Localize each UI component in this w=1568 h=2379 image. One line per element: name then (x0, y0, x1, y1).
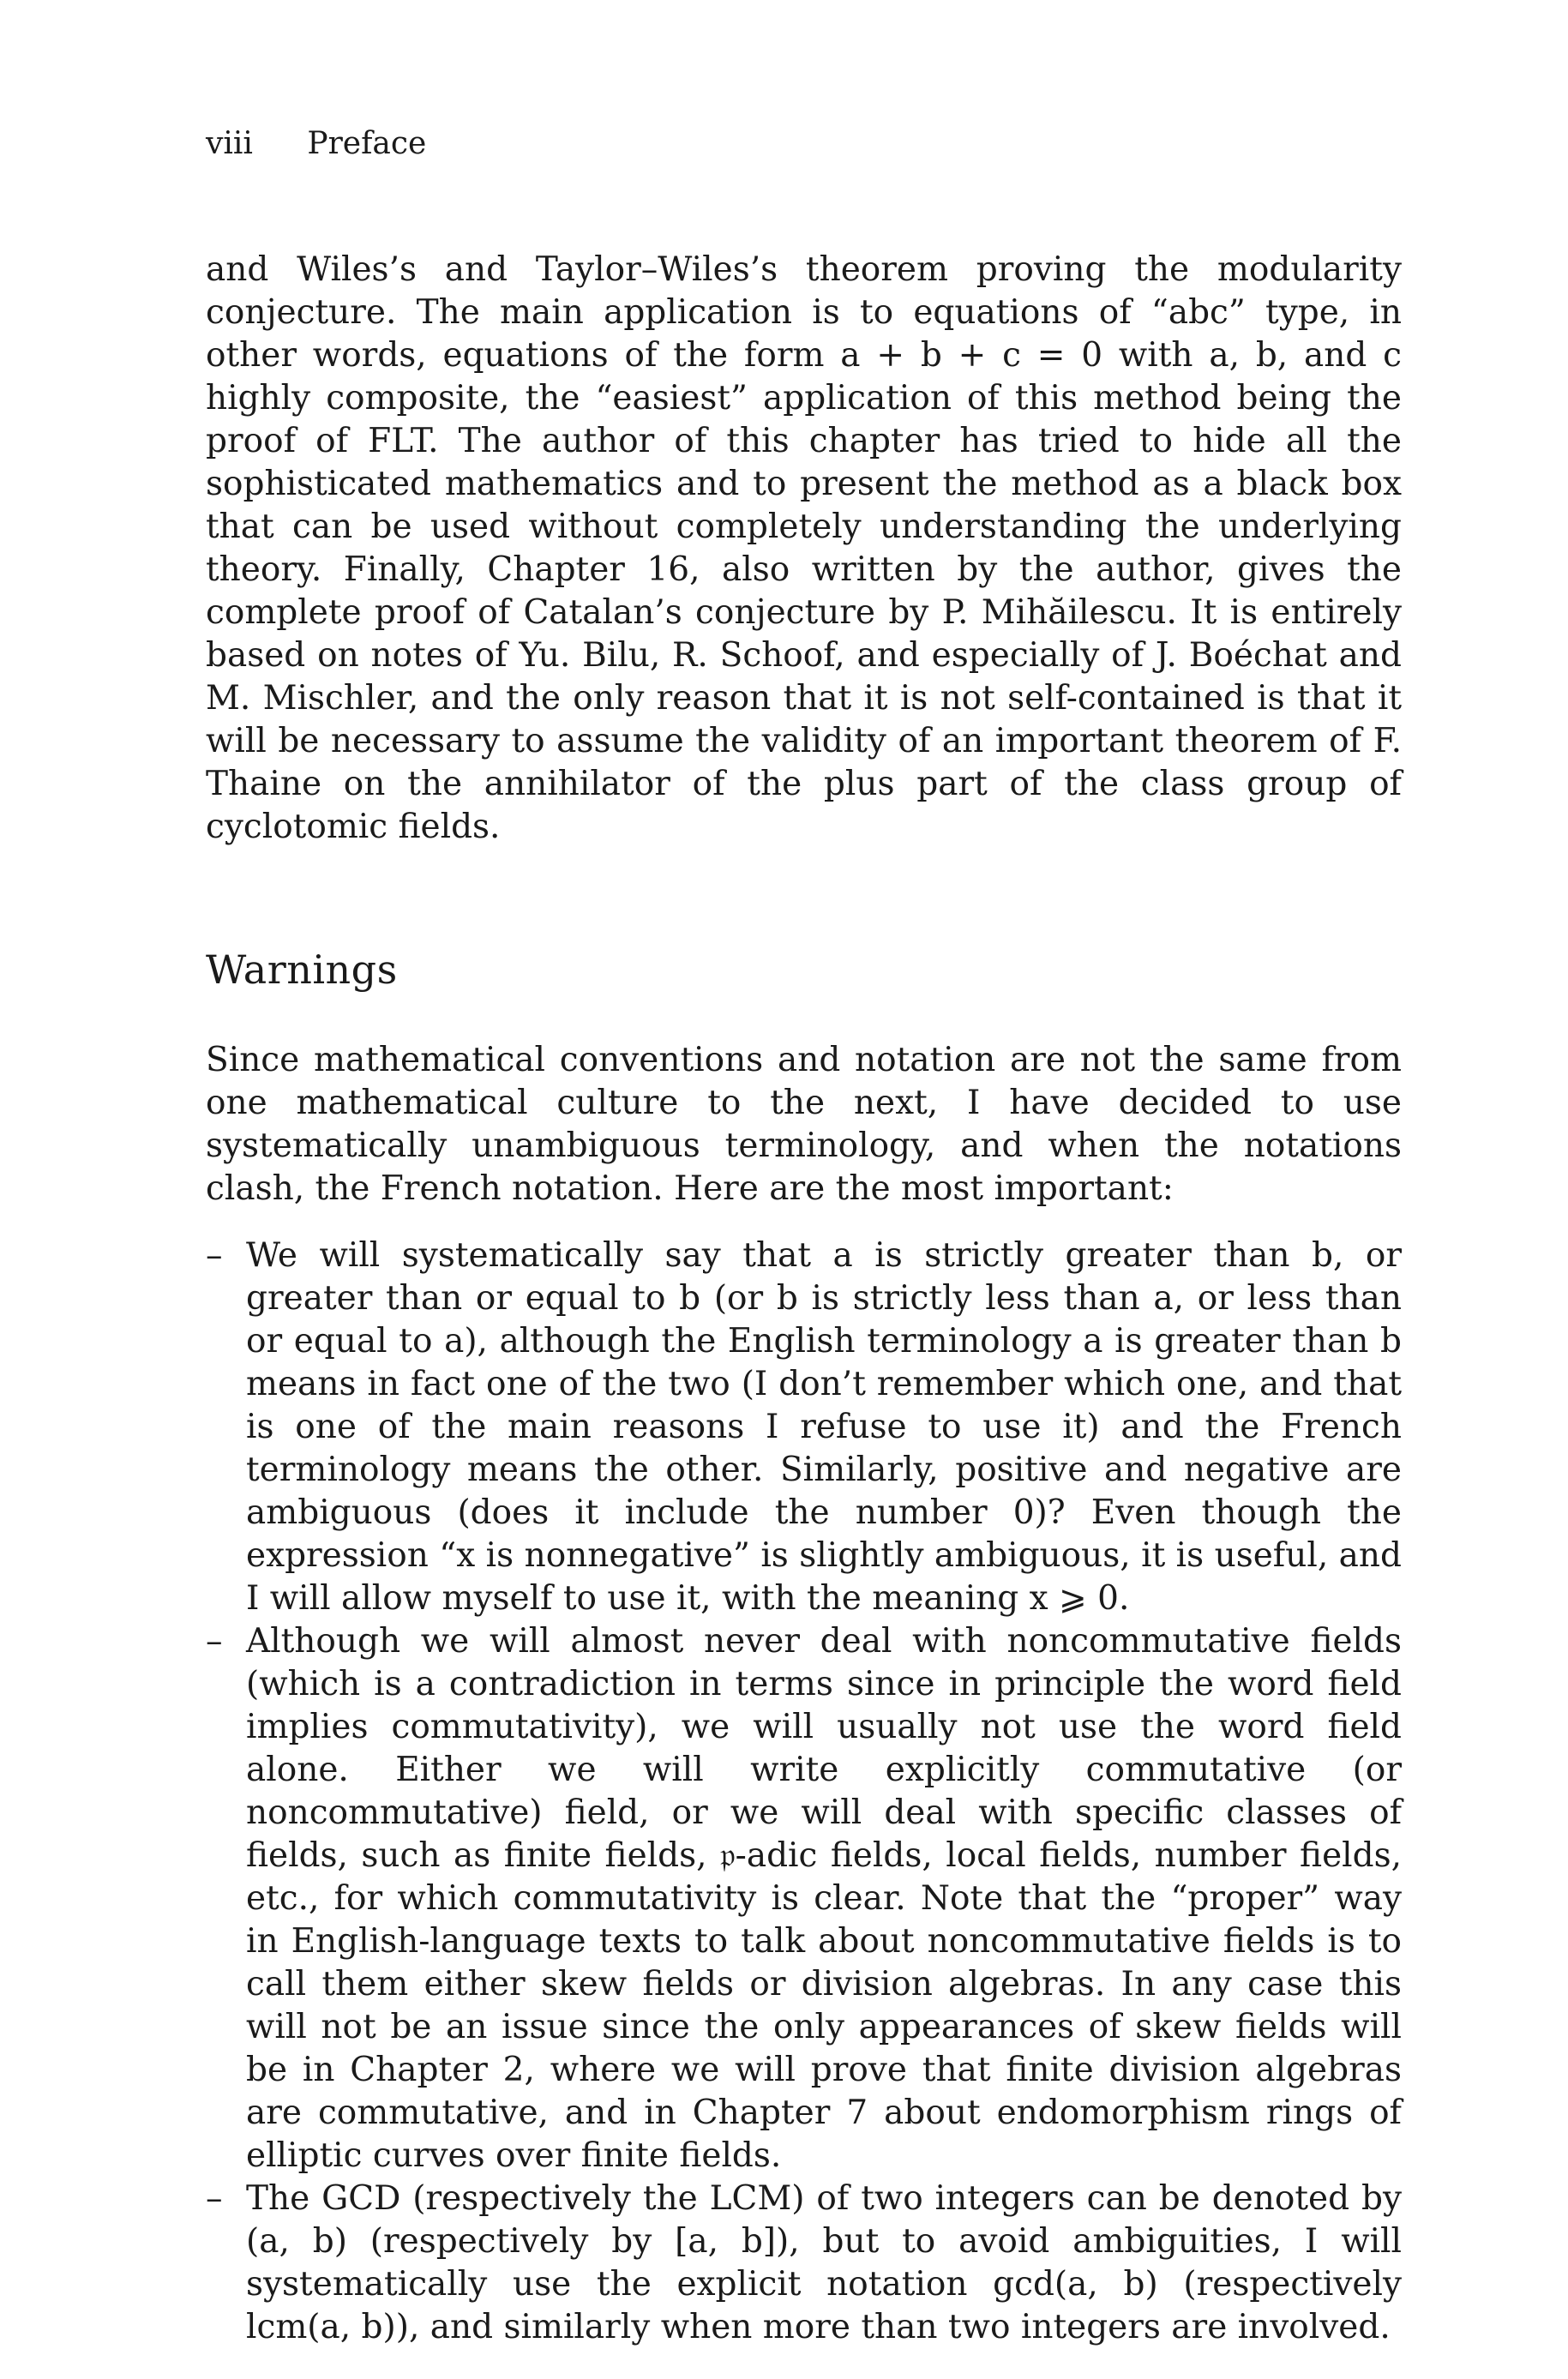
intro-paragraph: and Wiles’s and Taylor–Wiles’s theorem proving the modularity conjecture. The main application is to equations of “abc” type, in other words, equations of the form a + b + c = 0 with a, b, and c highly composite, the “easiest” application of this method being the proof of FLT. The author of this chapter has tried to hide all the sophisticated mathematics and to present the method as a black box that can be used without completely understanding the underlying theory. Finally, Chapter 16, also written by the author, gives the complete proof of Catalan’s conjecture by P. Mihăilescu. It is entirely based on notes of Yu. Bilu, R. Schoof, and especially of J. Boéchat and M. Mischler, and the only reason that it is not self-contained is that it will be necessary to assume the validity of an important theorem of F. Thaine on the annihilator of the plus part of the class group of cyclotomic fields. (206, 250, 1402, 846)
list-item-text: We will systematically say that a is strictly greater than b, or greater than or equal to b (or b is strictly less than a, or less than or equal to a), although the English terminology a is greater than b means in fact one of the two (I don’t remember which one, and that is one of the main reasons I refuse to use it) and the French terminology means the other. Similarly, positive and negative are ambiguous (does it include the number 0)? Even though the expression “x is nonnegative” is slightly ambiguous, it is useful, and I will allow myself to use it, with the meaning x ⩾ 0. (246, 1236, 1402, 1618)
list-item (206, 1620, 1402, 2178)
book-page (206, 126, 1402, 2349)
list-marker: – (206, 1622, 223, 1661)
warnings-heading: Warnings (206, 946, 398, 993)
warnings-list (206, 1235, 1402, 2349)
section-title: Preface (307, 126, 427, 161)
list-marker: – (206, 2179, 223, 2218)
list-marker: – (206, 1236, 223, 1275)
list-item-text: Although we will almost never deal with noncommutative fields (which is a contradiction in terms since in principle the word field implies commutativity), we will usually not use the word field alone. Either we will write explicitly commutative (or noncommutative) field, or we will deal with specific classes of fields, such as finite fields, 𝔭-adic fields, local fields, number fields, etc., for which commutativity is clear. Note that the “proper” way in English-language texts to talk about noncommutative fields is to call them either skew fields or division algebras. In any case this will not be an issue since the only appearances of skew fields will be in Chapter 2, where we will prove that finite division algebras are commutative, and in Chapter 7 about endomorphism rings of elliptic curves over finite fields. (246, 1622, 1402, 2175)
running-head (206, 126, 1402, 161)
warnings-intro: Since mathematical conventions and notation are not the same from one mathematical culture to the next, I have decided to use systematically unambiguous terminology, and when the notations clash, the French notation. Here are the most important: (206, 1041, 1402, 1208)
list-item-text: The GCD (respectively the LCM) of two integers can be denoted by (a, b) (respectively by [a, b]), but to avoid ambiguities, I will systematically use the explicit notation gcd(a, b) (respectively lcm(a, b)), and similarly when more than two integers are involved. (246, 2179, 1402, 2346)
page-number: viii (206, 126, 253, 161)
list-item (206, 1235, 1402, 1620)
list-item (206, 2178, 1402, 2349)
